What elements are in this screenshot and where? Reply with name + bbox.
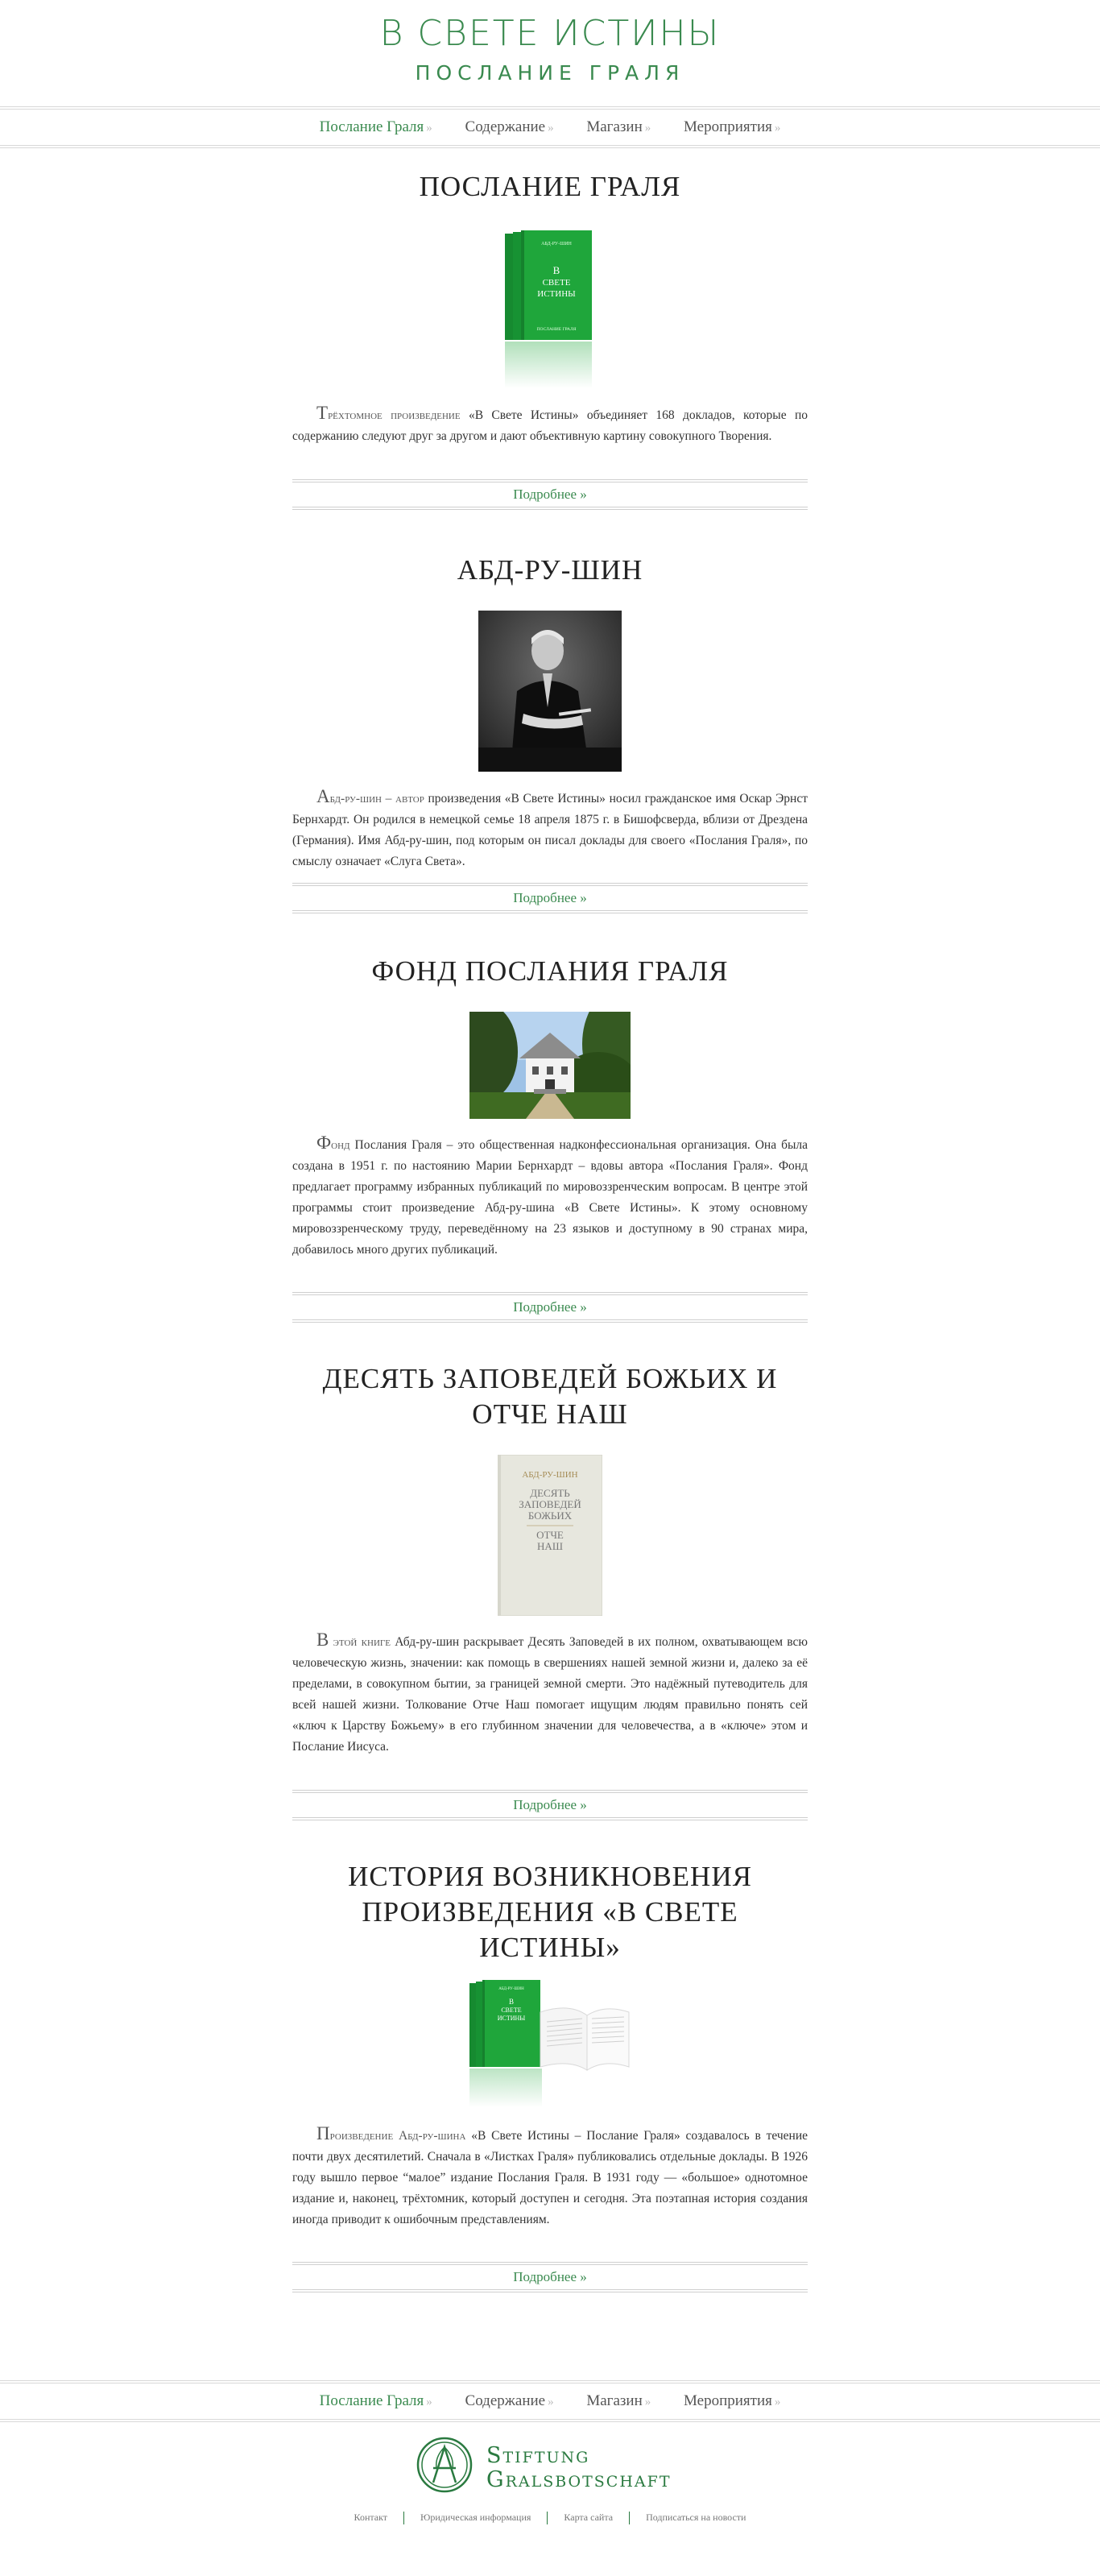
site-subtitle: ПОСЛАНИЕ ГРАЛЯ: [415, 61, 685, 85]
section-abd-ru-shin: [292, 553, 808, 905]
section-foundation: [292, 954, 808, 1315]
svg-text:АБД-РУ-ШИН: АБД-РУ-ШИН: [522, 1470, 578, 1480]
nav-item-events[interactable]: Мероприятия »: [684, 118, 781, 135]
bottom-navbar: [0, 2380, 1100, 2422]
section-text: Трёхтомное произведение «В Свете Истины» объединяет 168 докладов, которые по содержанию следуют друг за другом и дают объективную картину совокупного Творения.: [292, 403, 808, 443]
nav-item-grail-message[interactable]: Послание Граля »: [319, 118, 432, 135]
footer-logo-line1: Stiftung: [486, 2443, 590, 2468]
section-text: В этой книге Абд-ру-шин раскрывает Десять Заповедей в их полном, охватывающем всю человеческую жизнь, значении: как помощь в свершениях нашей земной жизни и, далеко за её пределами, в совокупном бытии, за границей земной смерти. Это надёжный путеводитель для всей нашей жизни. Толкование Отче Наш помогает ищущим людям правильно понять сей «ключ к Царству Божьему» в его глубинном значении для человечества, а в «ключе» этом и Послание Иисуса.: [292, 1630, 808, 1754]
nav-item-shop[interactable]: Магазин »: [586, 118, 651, 135]
section-text: Абд-ру-шин – автор произведения «В Свете Истины» носил гражданское имя Оскар Эрнст Бернхардт. Он родился в немецкой семье 18 апреля 1875 г. в Бишофсверда, вблизи от Дрездена (Германия). Имя Абд-ру-шин, под которым он писал доклады для своего «Послания Граля», по смыслу означает «Слуга Света».: [292, 786, 808, 868]
svg-text:НАШ: НАШ: [537, 1540, 563, 1552]
svg-text:СВЕТЕ: СВЕТЕ: [501, 2007, 522, 2014]
site-header: [0, 0, 1100, 105]
footer-links: [0, 2512, 1100, 2524]
site-title[interactable]: В СВЕТЕ ИСТИНЫ: [379, 13, 721, 54]
footer-logo-line2: Gralsbotschaft: [486, 2467, 672, 2492]
section-title[interactable]: ИСТОРИЯ ВОЗНИКНОВЕНИЯ ПРОИЗВЕДЕНИЯ «В СВЕТЕ ИСТИНЫ»: [348, 1861, 752, 1963]
more-button[interactable]: Подробнее »: [292, 2262, 808, 2292]
svg-text:ИСТИНЫ: ИСТИНЫ: [537, 289, 576, 299]
more-button[interactable]: Подробнее »: [292, 479, 808, 510]
footer-link-contact[interactable]: Контакт: [354, 2512, 387, 2523]
svg-text:ИСТИНЫ: ИСТИНЫ: [497, 2015, 526, 2022]
footer-link-newsletter[interactable]: Подписаться на новости: [646, 2512, 746, 2523]
svg-text:АБД-РУ-ШИН: АБД-РУ-ШИН: [541, 242, 572, 246]
svg-text:АБД-РУ-ШИН: АБД-РУ-ШИН: [498, 1987, 524, 1991]
nav-item-contents[interactable]: Содержание »: [465, 2392, 554, 2409]
foundation-building-photo[interactable]: [469, 1012, 631, 1119]
footer-link-sitemap[interactable]: Карта сайта: [564, 2512, 614, 2523]
section-title[interactable]: АБД-РУ-ШИН: [457, 554, 643, 586]
nav-item-grail-message[interactable]: Послание Граля »: [319, 2392, 432, 2409]
section-title[interactable]: ПОСЛАНИЕ ГРАЛЯ: [419, 171, 681, 202]
grail-emblem-icon: [416, 2436, 473, 2494]
svg-text:БОЖЬИХ: БОЖЬИХ: [527, 1510, 573, 1522]
svg-text:ЗАПОВЕДЕЙ: ЗАПОВЕДЕЙ: [519, 1498, 581, 1510]
book-set-image[interactable]: [502, 229, 598, 390]
footer-link-legal[interactable]: Юридическая информация: [420, 2512, 531, 2523]
section-title[interactable]: ДЕСЯТЬ ЗАПОВЕДЕЙ БОЖЬИХ И ОТЧЕ НАШ: [322, 1363, 778, 1430]
nav-item-events[interactable]: Мероприятия »: [684, 2392, 781, 2409]
more-button[interactable]: Подробнее »: [292, 883, 808, 913]
section-history: [292, 1859, 808, 2284]
section-text: Произведение Абд-ру-шина «В Свете Истины – Послание Граля» создавалось в течение почти двух десятилетий. Сначала в «Листках Граля» публиковались отдельные доклады. В 1926 году вышло первое “малое” издание Послания Граля. В 1931 году — «большое» однотомное издание и, наконец, трёхтомник, который доступен и сегодня. Эта поэтапная история создания иногда приводит к ошибочным представлениям.: [292, 2123, 808, 2226]
svg-text:В: В: [552, 264, 560, 276]
top-navbar: [0, 106, 1100, 148]
nav-item-contents[interactable]: Содержание »: [465, 118, 554, 135]
section-grail-message: [292, 169, 808, 502]
nav-item-shop[interactable]: Магазин »: [586, 2392, 651, 2409]
svg-text:ПОСЛАНИЕ ГРАЛЯ: ПОСЛАНИЕ ГРАЛЯ: [536, 327, 577, 332]
svg-text:СВЕТЕ: СВЕТЕ: [542, 278, 571, 288]
commandments-book-cover[interactable]: [498, 1455, 602, 1616]
section-ten-commandments: [292, 1361, 808, 1812]
section-title[interactable]: ФОНД ПОСЛАНИЯ ГРАЛЯ: [371, 955, 729, 987]
svg-text:В: В: [508, 1998, 515, 2006]
svg-text:ОТЧЕ: ОТЧЕ: [536, 1529, 564, 1541]
author-portrait-photo[interactable]: [478, 611, 622, 772]
footer-logo[interactable]: [416, 2436, 689, 2497]
more-button[interactable]: Подробнее »: [292, 1292, 808, 1323]
section-text: Фонд Послания Граля – это общественная надконфессиональная организация. Она была создана в 1951 г. по настоянию Марии Бернхардт – вдовы автора «Послания Граля». Фонд предлагает программу избранных публикаций по мировоззренческим вопросам. В центре этой программы стоит произведение Абд-ру-шина «В Свете Истины». К этому основному мировоззренческому труду, переведённому на 23 языков и доступному в 90 странах мира, добавилось много других публикаций.: [292, 1133, 808, 1257]
more-button[interactable]: Подробнее »: [292, 1790, 808, 1820]
book-set-open-image[interactable]: [469, 1980, 631, 2109]
svg-text:ДЕСЯТЬ: ДЕСЯТЬ: [530, 1487, 570, 1499]
